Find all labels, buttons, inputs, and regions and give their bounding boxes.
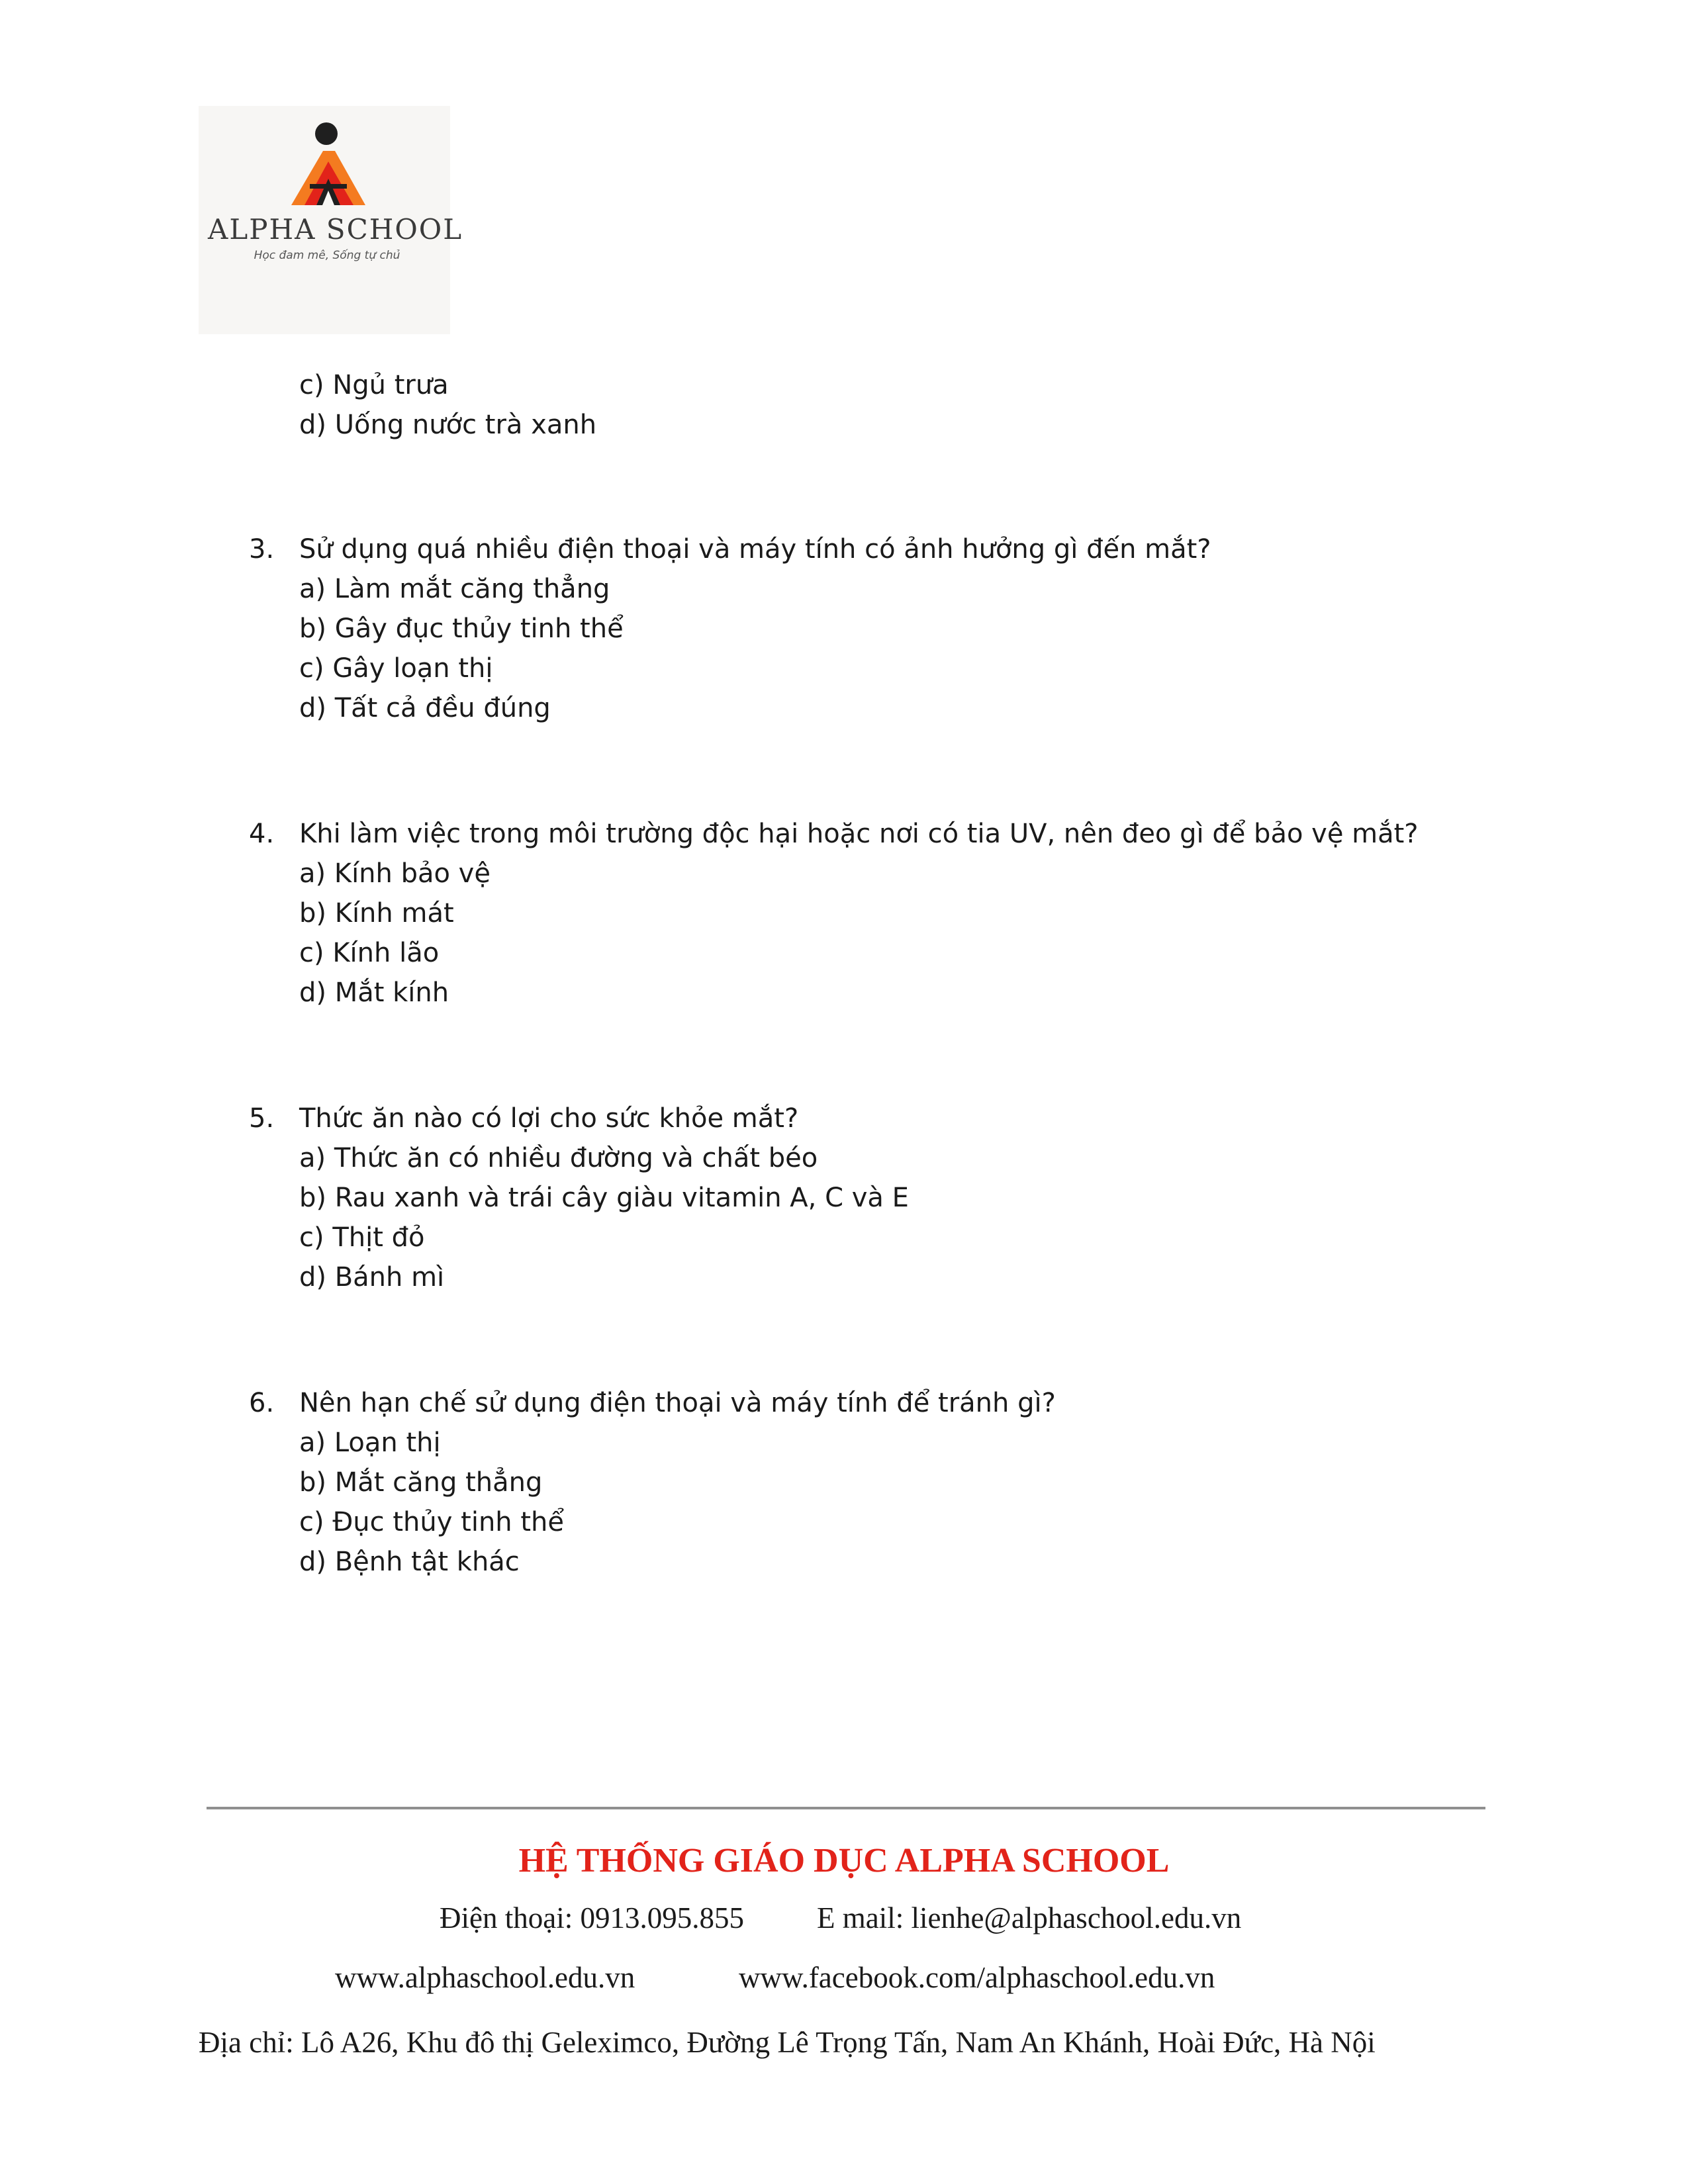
question-number: 4. [249,819,275,849]
option-b: b) Kính mát [299,898,454,929]
footer-website: www.alphaschool.edu.vn [335,1961,635,1994]
footer-address: Địa chỉ: Lô A26, Khu đô thị Geleximco, Đường Lê Trọng Tấn, Nam An Khánh, Hoài Đức, Hà Nội [199,2026,1376,2059]
option-c: c) Đục thủy tinh thể [299,1507,564,1537]
footer-divider [207,1807,1485,1809]
question-number: 5. [249,1103,275,1134]
option-b: b) Gây đục thủy tinh thể [299,614,624,644]
footer-facebook: www.facebook.com/alphaschool.edu.vn [739,1961,1215,1994]
question-text: Nên hạn chế sử dụng điện thoại và máy tính để tránh gì? [299,1388,1056,1418]
question-text: Khi làm việc trong môi trường độc hại hoặc nơi có tia UV, nên đeo gì để bảo vệ mắt? [299,819,1419,849]
option-c: c) Thịt đỏ [299,1222,425,1253]
option-d: d) Bánh mì [299,1262,445,1293]
option-d: d) Bệnh tật khác [299,1547,520,1577]
footer-phone: Điện thoại: 0913.095.855 [440,1901,744,1934]
option-d: d) Mắt kính [299,978,449,1008]
option-d: d) Tất cả đều đúng [299,693,551,723]
question-text: Thức ăn nào có lợi cho sức khỏe mắt? [299,1103,799,1134]
option-a: a) Làm mắt căng thẳng [299,574,610,604]
logo-mark-icon [199,106,450,218]
question-number: 3. [249,534,275,565]
option-a: a) Thức ăn có nhiều đường và chất béo [299,1143,818,1173]
question-number: 6. [249,1388,275,1418]
option-a: a) Loạn thị [299,1428,441,1458]
logo-name: ALPHA SCHOOL [208,213,463,246]
option-c: c) Kính lão [299,938,440,968]
logo-tagline: Học đam mê, Sống tự chủ [254,249,400,262]
prev-option-d: d) Uống nước trà xanh [299,410,597,440]
prev-option-c: c) Ngủ trưa [299,370,449,400]
footer-title: HỆ THỐNG GIÁO DỤC ALPHA SCHOOL [518,1842,1170,1880]
option-a: a) Kính bảo vệ [299,858,491,889]
option-b: b) Rau xanh và trái cây giàu vitamin A, C và E [299,1183,909,1213]
footer-email: E mail: lienhe@alphaschool.edu.vn [817,1901,1242,1934]
school-logo [199,106,463,334]
option-b: b) Mắt căng thẳng [299,1467,543,1498]
question-text: Sử dụng quá nhiều điện thoại và máy tính có ảnh hưởng gì đến mắt? [299,534,1211,565]
option-c: c) Gây loạn thị [299,653,493,684]
